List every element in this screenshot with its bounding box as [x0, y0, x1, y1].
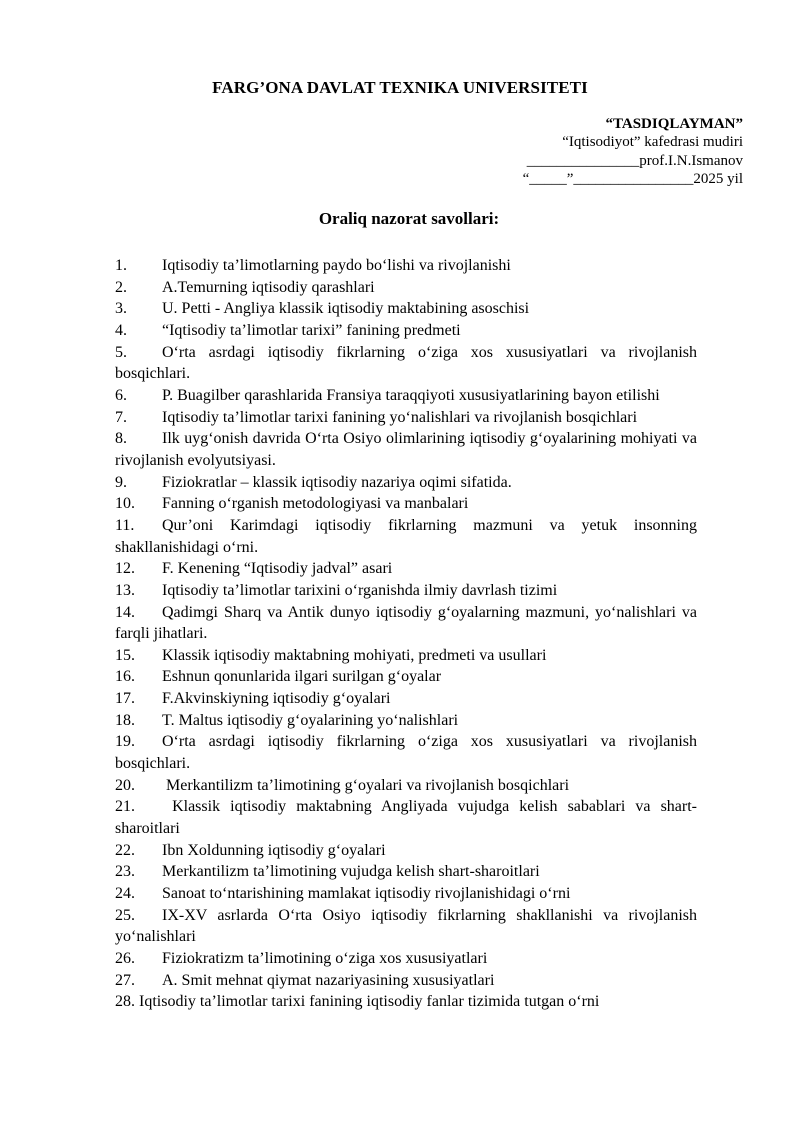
question-item [115, 688, 697, 710]
question-number: 2. [115, 278, 127, 296]
signature-line: _______________prof.I.N.Ismanov [526, 152, 743, 169]
question-number: 11. [115, 516, 135, 534]
question-number: 9. [115, 473, 127, 491]
question-number: 20. [115, 776, 135, 794]
question-number: 15. [115, 646, 135, 664]
question-number: 26. [115, 950, 135, 967]
question-number: 14. [115, 603, 135, 621]
question-number: 25. [115, 906, 135, 924]
questions-list [115, 255, 697, 1013]
question-item [115, 320, 697, 342]
question-text: Fanning oʻrganish metodologiyasi va manbalari [162, 495, 469, 513]
question-number: 21. [115, 798, 135, 816]
question-number: 5. [115, 343, 127, 361]
question-item [115, 731, 697, 774]
question-item [115, 277, 697, 299]
question-text: Sanoat toʻntarishining mamlakat iqtisodiy rivojlanishidagi oʻrni [162, 885, 571, 903]
question-text: Eshnun qonunlarida ilgari surilgan gʻoyalar [162, 668, 442, 686]
question-number: 7. [115, 408, 127, 426]
question-number: 24. [115, 885, 135, 903]
question-number: 18. [115, 711, 135, 729]
question-text: Qur’oni Karimdagi iqtisodiy fikrlarning mazmuni va yetuk insonning shakllanishidagi oʻrni. [115, 516, 697, 556]
section-title: Oraliq nazorat savollari: [318, 209, 500, 228]
question-text: Qadimgi Sharq va Antik dunyo iqtisodiy gʻoyalarning mazmuni, yoʻnalishlari va farqli jihatlari. [115, 603, 697, 643]
question-item [115, 666, 697, 688]
question-text: Ilk uygʻonish davrida Oʻrta Osiyo olimlarining iqtisodiy gʻoyalarining mohiyati va rivojlanish evolyutsiyasi. [115, 430, 697, 469]
question-number: 28. [115, 993, 135, 1011]
question-number: 22. [115, 841, 135, 859]
question-text: Fiziokratlar – klassik iqtisodiy nazariya oqimi sifatida. [162, 473, 512, 491]
question-number: 19. [115, 733, 135, 751]
question-text: Ibn Xoldunning iqtisodiy gʻoyalari [162, 841, 386, 859]
question-text: Iqtisodiy ta’limotlar tarixi fanining iqtisodiy fanlar tizimida tutgan oʻrni [139, 993, 600, 1011]
question-item [115, 970, 697, 992]
date-line: “_____”________________2025 yil [522, 170, 743, 187]
question-text: Merkantilizm ta’limotining gʻoyalari va rivojlanish bosqichlari [162, 776, 570, 794]
question-text: F.Akvinskiyning iqtisodiy gʻoyalari [162, 690, 391, 708]
question-text: T. Maltus iqtisodiy gʻoyalarining yoʻnalishlari [162, 711, 459, 729]
question-text: Iqtisodiy ta’limotlar tarixi fanining yoʻnalishlari va rivojlanish bosqichlari [162, 408, 638, 426]
question-text: U. Petti - Angliya klassik iqtisodiy maktabining asoschisi [162, 300, 530, 318]
question-item [115, 883, 697, 905]
question-item [115, 991, 697, 1013]
question-number: 3. [115, 300, 127, 318]
question-number: 17. [115, 690, 135, 708]
approval-block [523, 115, 743, 188]
question-number: 6. [115, 386, 127, 404]
question-item [115, 558, 697, 580]
question-item [115, 298, 697, 320]
question-text: A. Smit mehnat qiymat nazariyasining xususiyatlari [162, 971, 495, 989]
question-number: 23. [115, 863, 135, 881]
question-text: Fiziokratizm ta’limotining oʻziga xos xususiyatlari [162, 950, 488, 967]
question-text: IX-XV asrlarda Oʻrta Osiyo iqtisodiy fikrlarning shakllanishi va rivojlanish yoʻnalishlari [115, 906, 697, 946]
question-number: 1. [115, 257, 127, 274]
approval-heading: “TASDIQLAYMAN” [605, 116, 743, 132]
university-title: FARG’ONA DAVLAT TEXNIKA UNIVERSITETI [212, 78, 588, 97]
question-item [115, 645, 697, 667]
question-number: 4. [115, 321, 127, 339]
question-text: P. Buagilber qarashlarida Fransiya taraqqiyoti xususiyatlarining bayon etilishi [162, 386, 660, 404]
question-text: F. Kenening “Iqtisodiy jadval” asari [162, 560, 393, 578]
question-text: Iqtisodiy ta’limotlar tarixini oʻrganishda ilmiy davrlash tizimi [162, 581, 558, 599]
question-number: 12. [115, 560, 135, 578]
question-text: Merkantilizm ta’limotining vujudga kelish shart-sharoitlari [162, 863, 540, 881]
approver-position: “Iqtisodiyot” kafedrasi mudiri [562, 134, 743, 151]
question-text: Oʻrta asrdagi iqtisodiy fikrlarning oʻziga xos xususiyatlari va rivojlanish bosqichlari. [115, 343, 697, 383]
question-item [115, 840, 697, 862]
question-text: Oʻrta asrdagi iqtisodiy fikrlarning oʻziga xos xususiyatlari va rivojlanish bosqichlari. [115, 733, 697, 773]
question-item [115, 602, 697, 645]
question-number: 8. [115, 430, 127, 448]
question-item [115, 905, 697, 948]
question-item [115, 428, 697, 471]
question-number: 13. [115, 581, 135, 599]
question-text: Klassik iqtisodiy maktabning Angliyada vujudga kelish sabablari va shart-sharoitlari [115, 798, 697, 838]
question-text: A.Temurning iqtisodiy qarashlari [162, 278, 375, 296]
question-item [115, 515, 697, 558]
question-text: Iqtisodiy ta’limotlarning paydo boʻlishi va rivojlanishi [162, 257, 511, 274]
question-item [115, 710, 697, 732]
question-item [115, 948, 697, 970]
question-number: 27. [115, 971, 135, 989]
question-number: 10. [115, 495, 135, 513]
question-item [115, 472, 697, 494]
question-text: Klassik iqtisodiy maktabning mohiyati, predmeti va usullari [162, 646, 547, 664]
question-number: 16. [115, 668, 135, 686]
question-item [115, 775, 697, 797]
question-text: “Iqtisodiy ta’limotlar tarixi” fanining predmeti [162, 321, 461, 339]
question-item [115, 342, 697, 385]
question-item [115, 493, 697, 515]
question-item [115, 385, 697, 407]
question-item [115, 861, 697, 883]
question-item [115, 407, 697, 429]
question-item [115, 796, 697, 839]
question-item [115, 580, 697, 602]
question-item [115, 255, 697, 277]
